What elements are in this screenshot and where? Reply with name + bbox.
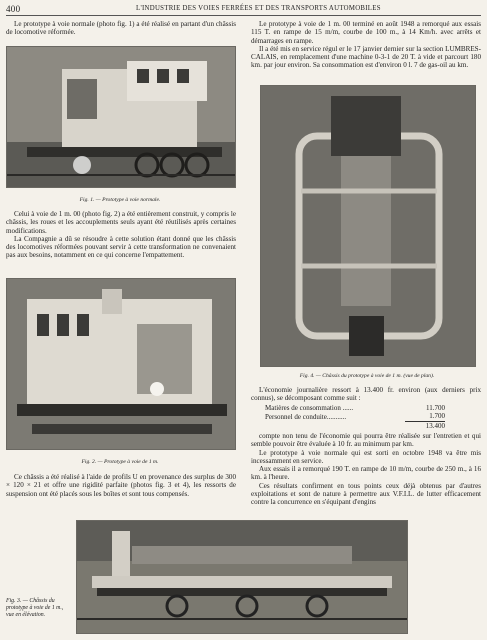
- table-row: [265, 412, 445, 421]
- fig4-caption: Fig. 4. — Châssis du prototype à voie de 1 m. (vue de plan).: [299, 373, 435, 379]
- fig4-photo: [260, 85, 476, 367]
- intro-paragraph: Le prototype à voie normale (photo fig. 1) a été réalisé en partant d'un châssis de locomotive réformée.: [6, 20, 236, 37]
- right-column-top-text: [251, 20, 481, 70]
- fig1-photo: [6, 46, 236, 188]
- fig1-caption: Fig. 1. — Prototype à voie normale.: [79, 197, 161, 203]
- paragraph: Ce châssis a été réalisé à l'aide de profils U en provenance des surplus de 300 × 120 × 21 et offre une rigidité parfaite (photos fig. 3 et 4), les ressorts de suspension ont été placés sous les boîtes et sont tous compensés.: [6, 473, 236, 498]
- paragraph: Celui à voie de 1 m. 00 (photo fig. 2) a été entièrement construit, y compris le châssis, les roues et les accouplements seuls ayant été réutilisés après certaines modifications.: [6, 210, 236, 235]
- paragraph: compte non tenu de l'économie qui pourra être réalisée sur l'entretien et qui semble pouvoir être évaluée à 10 fr. au minimum par km.: [251, 432, 481, 449]
- row-value: 11.700: [426, 404, 445, 412]
- journal-title: L'INDUSTRIE DES VOIES FERRÉES ET DES TRANSPORTS AUTOMOBILES: [136, 5, 381, 12]
- total-value: 13.400: [405, 421, 445, 430]
- fig3-photo: [76, 520, 408, 634]
- table-total-row: [265, 421, 445, 430]
- paragraph: Aux essais il a remorqué 190 T. en rampe de 10 m/m, courbe de 250 m., à 16 km. à l'heure.: [251, 465, 481, 482]
- paragraph: Il a été mis en service régul er le 17 janvier dernier sur la section LUMBRES-CALAIS, en remplacement d'une machine 0-3-1 de 20 T. à vide et parcourt 180 km. par jour environ. Sa consommation est d'environ 0 l. 7 de gas-oil au km.: [251, 44, 481, 70]
- paragraph: L'économie journalière ressort à 13.400 fr. environ (aux derniers prix connus), se décomposant comme suit :: [251, 386, 481, 403]
- fig3-caption: Fig. 3. — Châssis du prototype à voie de 1 m., vue en élévation.: [6, 598, 64, 618]
- page-number: 400: [6, 4, 21, 14]
- table-row: [265, 404, 445, 412]
- paragraph: Le prototype à voie de 1 m. 00 terminé en août 1948 a remorqué aux essais 115 T. en rampe de 15 m/m, courbe de 100 m., à 14 Km/h. avec arrêts et démarrages en rampe.: [251, 20, 481, 45]
- right-column-mid-text: [251, 386, 481, 403]
- right-column-bottom-text: [251, 432, 481, 507]
- row-label: Matières de consommation ......: [265, 404, 354, 412]
- fig2-photo: [6, 278, 236, 450]
- paragraph: La Compagnie a dû se résoudre à cette solution étant donné que les châssis des locomotives réformées pouvant servir à cette transformation ne convenaient pas aux besoins, notamment en ce qui concerne l'empattement.: [6, 234, 236, 260]
- savings-table: [265, 404, 445, 430]
- savings-table-body: [265, 404, 445, 430]
- fig2-caption: Fig. 2. — Prototype à voie de 1 m.: [81, 459, 159, 465]
- header-rule: [6, 15, 481, 16]
- row-label: Personnel de conduite...........: [265, 412, 347, 421]
- paragraph: Ces résultats confirment en tous points ceux déjà obtenus par d'autres exploitations et sont de nature à permettre aux V.F.I.L. de lutter efficacement contre la concurrence en s'équipant d'engins: [251, 481, 481, 507]
- left-bottom-text: [6, 473, 236, 498]
- left-column-text: [6, 210, 236, 260]
- paragraph: Le prototype à voie normale qui est sorti en octobre 1948 va être mis incessamment en service.: [251, 448, 481, 465]
- row-value: 1.700: [429, 412, 445, 421]
